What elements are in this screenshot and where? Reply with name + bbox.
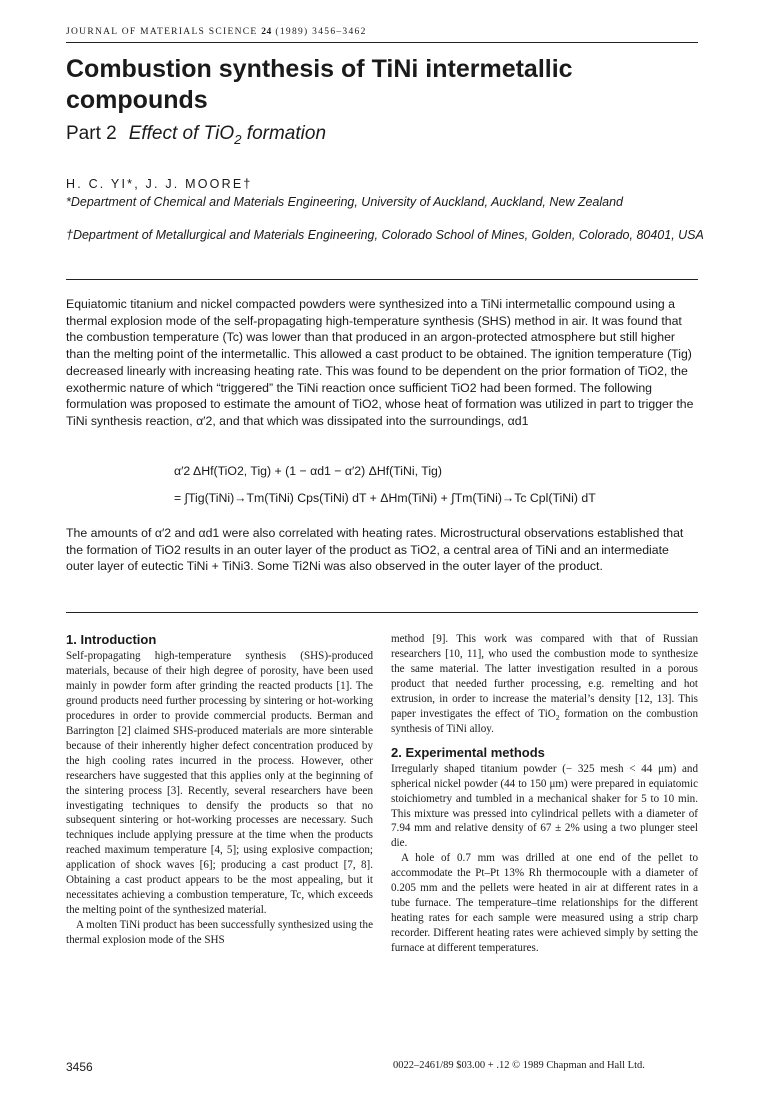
experimental-paragraph-2: A hole of 0.7 mm was drilled at one end of the pellet to accommodate the Pt–Pt 13% Rh thermocouple with a diameter of 0.205 mm and the pellets were heated in air at different rates in a tube furnace. The temperature–time relationships for the different heating rates for each sample were measured using a strip charp recorder. Different heating rates were achieved simply by setting the furnace at different temperatures. — [391, 852, 698, 955]
equation-line-2: = ∫Tig(TiNi)→Tm(TiNi) Cps(TiNi) dT + ΔHm(TiNi) + ∫Tm(TiNi)→Tc Cpl(TiNi) dT — [174, 491, 596, 505]
article-part — [66, 123, 326, 145]
affiliation-2: †Department of Metallurgical and Materials Engineering, Colorado School of Mines, Golden, Colorado, 80401, USA — [66, 228, 704, 242]
experimental-heading: 2. Experimental methods — [391, 744, 545, 760]
authors: H. C. YI*, J. J. MOORE† — [66, 177, 253, 191]
header-rule — [66, 42, 698, 43]
intro-paragraph-2-start: A molten TiNi product has been successfully synthesized using the thermal explosion mode of the SHS — [66, 919, 373, 947]
part-label: Part 2 — [66, 123, 117, 144]
copyright-line: 0022–2461/89 $03.00 + .12 © 1989 Chapman and Hall Ltd. — [393, 1060, 645, 1071]
journal-issue: (1989) 3456–3462 — [275, 27, 367, 37]
abstract-bottom-rule — [66, 612, 698, 613]
right-column — [391, 632, 698, 956]
journal-volume: 24 — [261, 27, 272, 37]
abstract-text-2: The amounts of α′2 and αd1 were also correlated with heating rates. Microstructural observations established that the formation of TiO2 results in an outer layer of the product as TiO2, a central area of TiNi and an intermediate outer layer of eutectic TiNi + TiNi3. Some Ti2Ni was also observed in the outer layer of the product. — [66, 526, 684, 574]
abstract-text: Equiatomic titanium and nickel compacted powders were synthesized into a TiNi intermetallic compound using a thermal explosion mode of the self-propagating high-temperature synthesis (SHS) method in air. It was found that the combustion temperature (Tc) was lower than that produced in an argon-protected atmosphere but still higher than the melting point of the intermetallic. This allowed a cast product to be obtained. The ignition temperature (Tig) decreased linearly with increasing heating rate. This was found to be dependent on the prior formation of TiO2, the exothermic nature of which “triggered” the TiNi reaction once sufficient TiO2 had been formed. The following formulation was proposed to estimate the amount of TiO2, whose heat of formation was utilized in part to trigger the TiNi synthesis reaction, α′2, and that which was dissipated into the surroundings, αd1 — [66, 297, 694, 428]
intro-paragraph-2-cont: method [9]. This work was compared with that of Russian researchers [10, 11], who used the combustion mode to synthesize the same material. The latter investigation resulted in a porous product that needed further processing, e.g. remelting and hot extrusion, in order to increase the material’s density [12, 13]. This paper investigates the effect of TiO$_2$ formation on the combustion synthesis of TiNi alloy. — [391, 633, 698, 735]
journal-name: JOURNAL OF MATERIALS SCIENCE — [66, 27, 258, 37]
abstract-top-rule — [66, 279, 698, 280]
article-title: Combustion synthesis of TiNi intermetallic compounds — [66, 55, 573, 114]
page-number: 3456 — [66, 1060, 93, 1074]
intro-paragraph-1: Self-propagating high-temperature synthesis (SHS)-produced materials, because of their high degree of porosity, have been used mainly in powder form after grinding the reacted products [1]. The ground products need further processing by sintering or hot-working procedures in order to provide commercial products. Berman and Barrington [2] claimed SHS-produced materials are more sinterable because of their inherently higher defect concentration produced by the high cooling rates incurred in the process. However, other researchers have suggested that this applies only at the beginning of the sintering process [3]. Recently, several researchers have been investigating techniques to densify the products so that no subsequent sintering or hot-working processes are necessary. Such techniques include applying pressure at the time when the products reached maximum temperature [4, 5]; using explosive compaction; application of shock waves [6]; producing a cast product [7, 8]. Obtaining a cast product appears to be the most appealing, but it necessitates achieving a combustion temperature, Tc, which exceeds the melting point of the synthesized material. — [66, 650, 373, 917]
experimental-paragraph-1: Irregularly shaped titanium powder (− 325 mesh < 44 μm) and spherical nickel powder (44 to 150 μm) were prepared in equiatomic stoichiometry and tumbled in a mechanical shaker for 5 to 10 min. This mixture was pressed into cylindrical pellets with a diameter of 7.94 mm and relative density of 67 ± 2% using a two plunger steel die. — [391, 762, 698, 850]
left-column — [66, 632, 373, 948]
intro-heading: 1. Introduction — [66, 632, 157, 647]
equation-line-1: α′2 ΔHf(TiO2, Tig) + (1 − αd1 − α′2) ΔHf(TiNi, Tig) — [174, 464, 442, 478]
part-title: Effect of TiO$_2$ formation — [128, 123, 327, 147]
journal-header — [66, 27, 367, 37]
affiliation-1: *Department of Chemical and Materials Engineering, University of Auckland, Auckland, New Zealand — [66, 195, 623, 209]
